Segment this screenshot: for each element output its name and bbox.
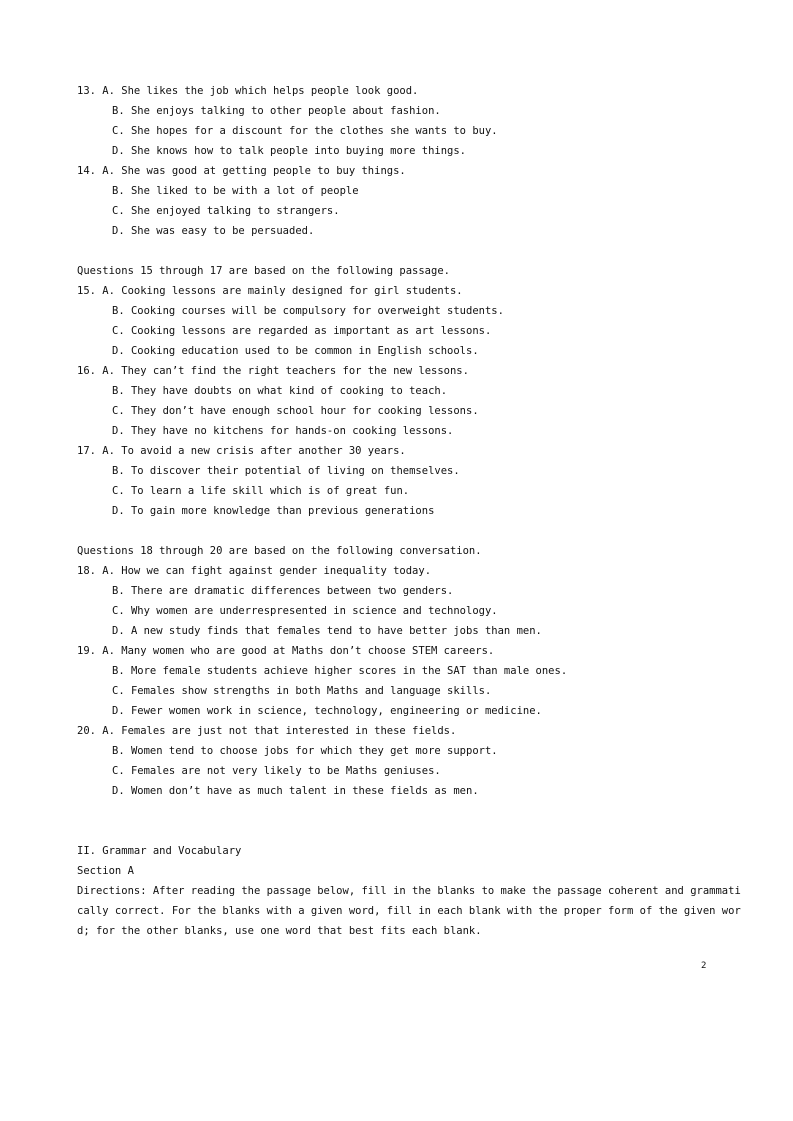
question-17-option-d: D. To gain more knowledge than previous generations [112,505,435,517]
question-17-option-b: B. To discover their potential of living on themselves. [112,465,460,477]
question-18-option-a: 18. A. How we can fight against gender inequality today. [77,565,432,577]
section-title: Section A [77,865,134,877]
question-15-option-d: D. Cooking education used to be common in English schools. [112,345,479,357]
question-19-option-d: D. Fewer women work in science, technology, engineering or medicine. [112,705,542,717]
question-20-option-c: C. Females are not very likely to be Maths geniuses. [112,765,441,777]
question-13-option-c: C. She hopes for a discount for the clothes she wants to buy. [112,125,498,137]
question-19-option-b: B. More female students achieve higher scores in the SAT than male ones. [112,665,568,677]
question-16-option-d: D. They have no kitchens for hands-on cooking lessons. [112,425,454,437]
question-20-option-d: D. Women don’t have as much talent in these fields as men. [112,785,479,797]
question-16-option-a: 16. A. They can’t find the right teachers for the new lessons. [77,365,469,377]
question-20-option-b: B. Women tend to choose jobs for which they get more support. [112,745,498,757]
question-14-option-a: 14. A. She was good at getting people to buy things. [77,165,406,177]
question-17-option-a: 17. A. To avoid a new crisis after another 30 years. [77,445,406,457]
intro-questions-18-20: Questions 18 through 20 are based on the following conversation. [77,545,482,557]
directions-line-3: d; for the other blanks, use one word that best fits each blank. [77,925,482,937]
question-18-option-d: D. A new study finds that females tend to have better jobs than men. [112,625,542,637]
question-14-option-b: B. She liked to be with a lot of people [112,185,359,197]
question-15-option-a: 15. A. Cooking lessons are mainly designed for girl students. [77,285,463,297]
question-16-option-c: C. They don’t have enough school hour for cooking lessons. [112,405,479,417]
question-15-option-c: C. Cooking lessons are regarded as important as art lessons. [112,325,492,337]
question-13-option-b: B. She enjoys talking to other people about fashion. [112,105,441,117]
question-15-option-b: B. Cooking courses will be compulsory for overweight students. [112,305,504,317]
page-number: 2 [701,961,707,971]
part-title: II. Grammar and Vocabulary [77,845,242,857]
question-19-option-c: C. Females show strengths in both Maths and language skills. [112,685,492,697]
question-13-option-a: 13. A. She likes the job which helps people look good. [77,85,419,97]
question-16-option-b: B. They have doubts on what kind of cooking to teach. [112,385,448,397]
question-14-option-d: D. She was easy to be persuaded. [112,225,315,237]
question-17-option-c: C. To learn a life skill which is of great fun. [112,485,410,497]
directions-line-2: cally correct. For the blanks with a given word, fill in each blank with the proper form of the given wor [77,905,741,917]
question-14-option-c: C. She enjoyed talking to strangers. [112,205,340,217]
question-18-option-c: C. Why women are underrespresented in science and technology. [112,605,498,617]
question-19-option-a: 19. A. Many women who are good at Maths don’t choose STEM careers. [77,645,495,657]
question-18-option-b: B. There are dramatic differences between two genders. [112,585,454,597]
intro-questions-15-17: Questions 15 through 17 are based on the following passage. [77,265,450,277]
directions-line-1: Directions: After reading the passage below, fill in the blanks to make the passage coherent and grammati [77,885,741,897]
question-20-option-a: 20. A. Females are just not that interested in these fields. [77,725,457,737]
question-13-option-d: D. She knows how to talk people into buying more things. [112,145,467,157]
